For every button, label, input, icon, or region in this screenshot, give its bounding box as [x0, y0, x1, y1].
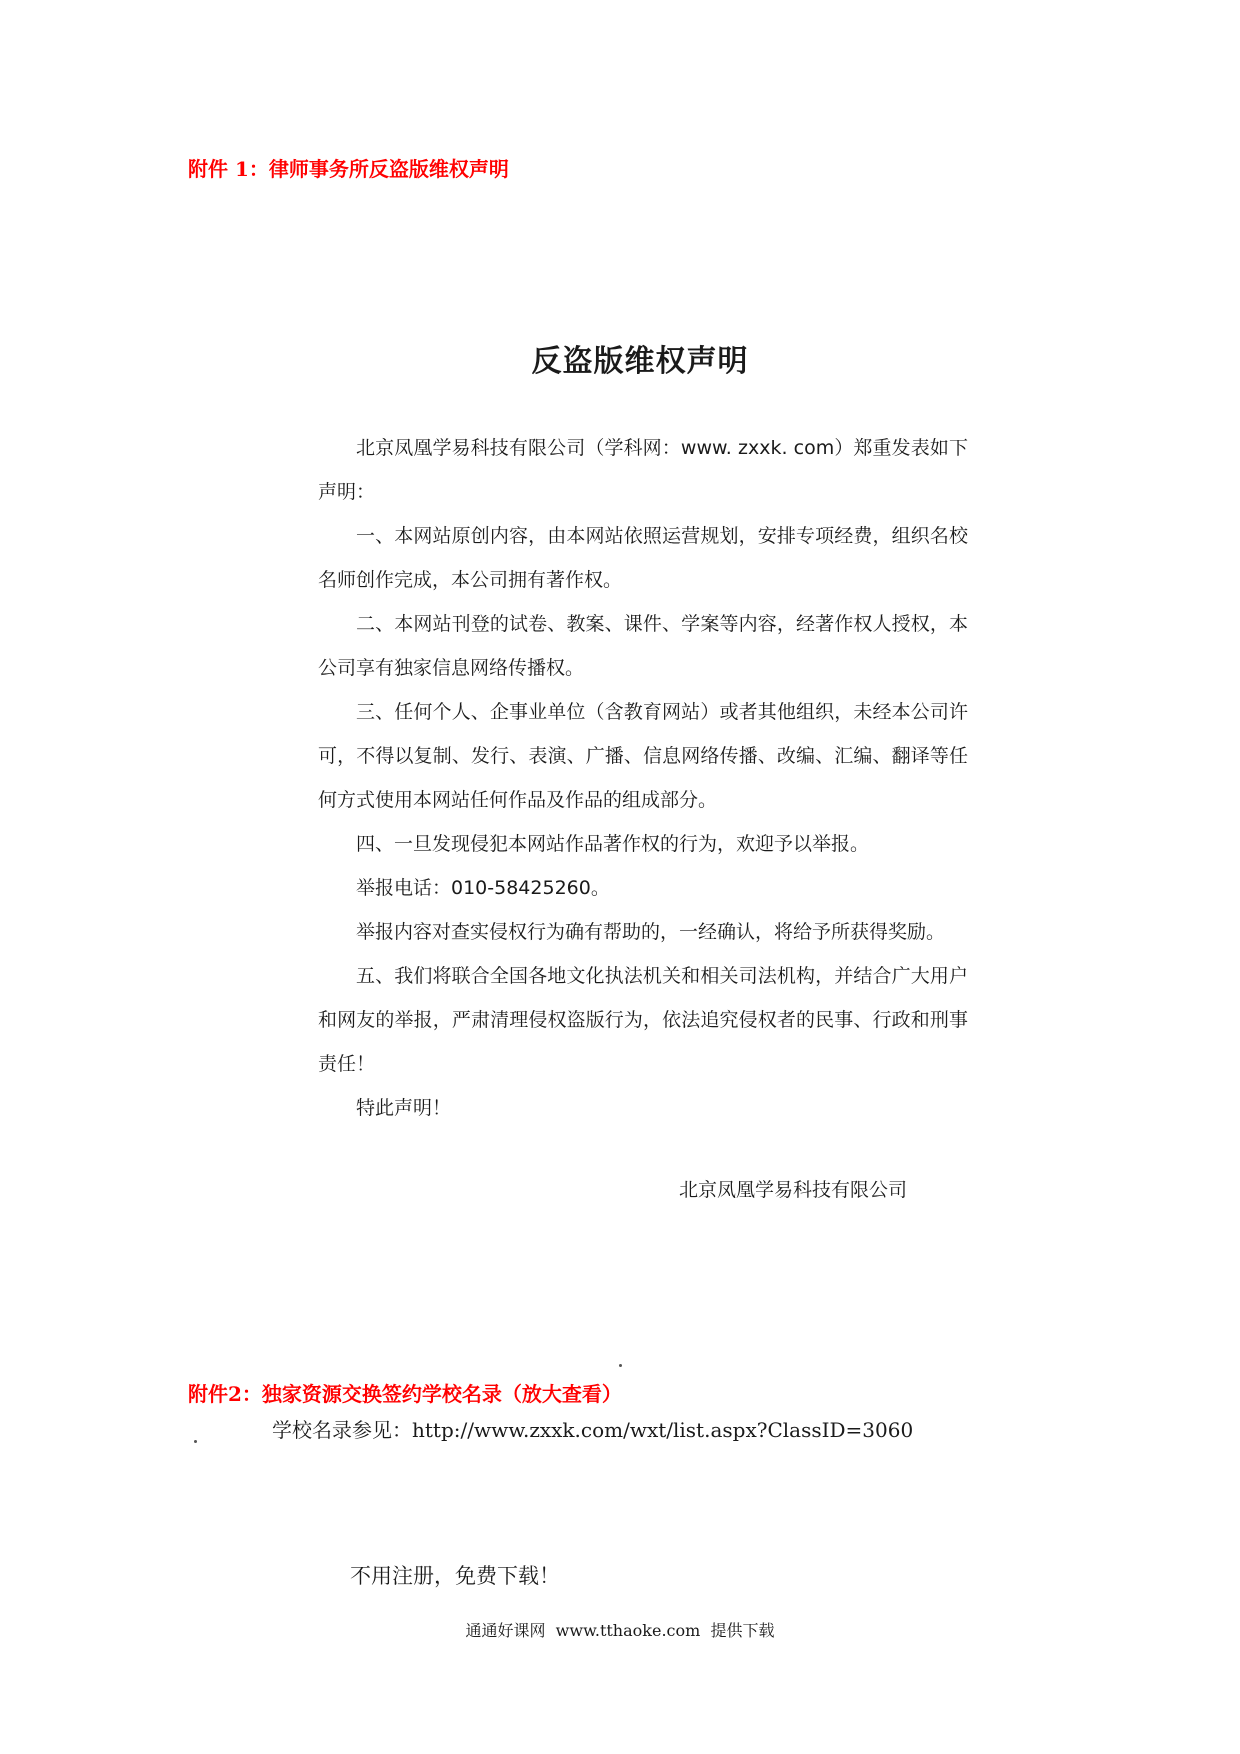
free-download-text: 不用注册，免费下载！ — [350, 1564, 560, 1588]
declaration-paragraph: 三、任何个人、企事业单位（含教育网站）或者其他组织，未经本公司许可，不得以复制、发行、表演、广播、信息网络传播、改编、汇编、翻译等任何方式使用本网站任何作品及作品的组成部分。 — [318, 701, 968, 811]
declaration-closing: 特此声明！ — [356, 1097, 452, 1119]
declaration-paragraph: 四、一旦发现侵犯本网站作品著作权的行为，欢迎予以举报。 — [356, 833, 870, 855]
school-list-link[interactable]: 学校名录参见：http://www.zxxk.com/wxt/list.aspx?ClassID=3060 — [272, 1418, 914, 1442]
footer-text: 通通好课网 www.tthaoke.com 提供下载 — [465, 1621, 775, 1640]
declaration-title: 反盗版维权声明 — [531, 344, 749, 379]
stray-mark — [194, 1440, 197, 1443]
declaration-paragraph: 北京凤凰学易科技有限公司（学科网：www. zxxk. com）郑重发表如下声明： — [318, 437, 968, 503]
attachment-1-heading: 附件 1：律师事务所反盗版维权声明 — [188, 157, 509, 181]
declaration-paragraph: 举报内容对查实侵权行为确有帮助的，一经确认，将给予所获得奖励。 — [356, 921, 946, 943]
attachment-2-heading: 附件2：独家资源交换签约学校名录（放大查看） — [188, 1382, 622, 1406]
declaration-paragraph: 五、我们将联合全国各地文化执法机关和相关司法机构，并结合广大用户和网友的举报，严肃清理侵权盗版行为，依法追究侵权者的民事、行政和刑事责任！ — [318, 965, 968, 1075]
declaration-paragraph: 二、本网站刊登的试卷、教案、课件、学案等内容，经著作权人授权，本公司享有独家信息网络传播权。 — [318, 613, 968, 679]
stray-mark — [619, 1364, 622, 1367]
declaration-body — [318, 426, 968, 1130]
report-phone: 举报电话：010-58425260。 — [356, 877, 610, 899]
declaration-signature: 北京凤凰学易科技有限公司 — [679, 1179, 908, 1201]
declaration-paragraph: 一、本网站原创内容，由本网站依照运营规划，安排专项经费，组织名校名师创作完成，本公司拥有著作权。 — [318, 525, 968, 591]
